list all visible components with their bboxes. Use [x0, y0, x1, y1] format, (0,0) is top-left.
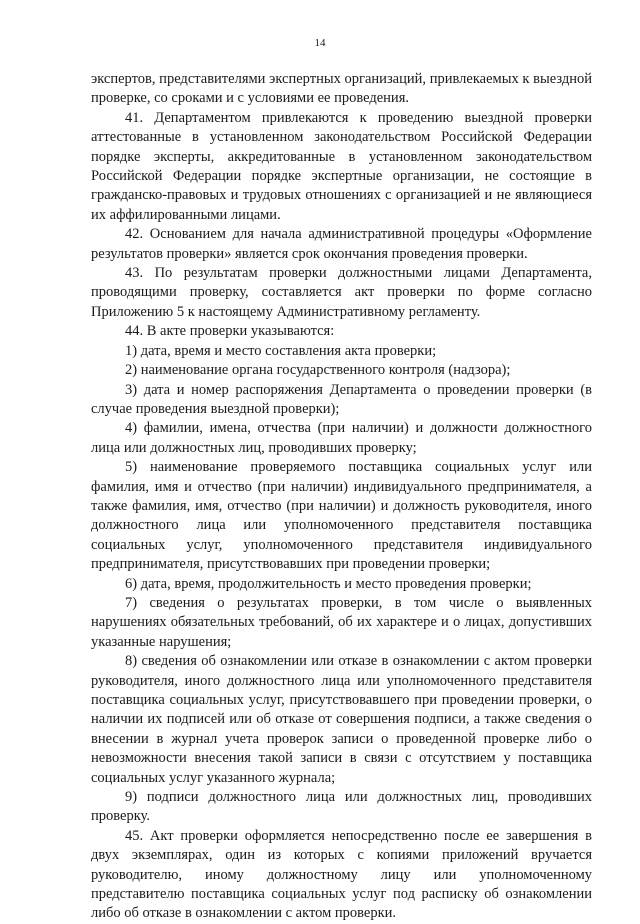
paragraph-continuation: экспертов, представителями экспертных организаций, привлекаемых к выездной проверке, со сроками и с условиями ее проведения.: [91, 71, 592, 107]
paragraph-43: 43. По результатам проверки должностными лицами Департамента, проводящими проверку, составляется акт проверки по форме согласно Приложению 5 к настоящему Административному регламенту.: [91, 265, 592, 320]
paragraph-41: 41. Департаментом привлекаются к проведению выездной проверки аттестованные в установленном законодательством Российской Федерации порядке эксперты, аккредитованные в установленном законодательством Российской Федерации порядке экспертные организации, не состоящие в гражданско-правовых и трудовых отношениях с организацией и не являющиеся их аффилированными лицами.: [91, 109, 592, 223]
list-item-6: 6) дата, время, продолжительность и место проведения проверки;: [125, 575, 532, 592]
paragraph-44: 44. В акте проверки указываются:: [125, 323, 335, 340]
list-item-2: 2) наименование органа государственного контроля (надзора);: [125, 362, 511, 379]
list-item-5: 5) наименование проверяемого поставщика социальных услуг или фамилия, имя и отчество (при наличии) индивидуального предпринимателя, а также фамилия, имя, отчество (при наличии) и должность руководителя, иного должностного лица или уполномоченного представителя поставщика социальных услуг, уполномоченного представителя индивидуального предпринимателя, присутствовавших при проведении проверки;: [91, 459, 592, 573]
list-item-9: 9) подписи должностного лица или должностных лиц, проводивших проверку.: [91, 789, 592, 825]
document-body: [91, 70, 592, 924]
list-item-8: 8) сведения об ознакомлении или отказе в ознакомлении с актом проверки руководителя, иного должностного лица или уполномоченного представителя поставщика социальных услуг, присутствовавшего при проведении проверки, о наличии их подписей или об отказе от совершения подписи, а также сведения о внесении в журнал учета проверок записи о проведенной проверке либо о невозможности внесения такой записи в связи с отсутствием у поставщика социальных услуг указанного журнала;: [91, 653, 592, 786]
page-number: 14: [314, 37, 326, 49]
paragraph-42: 42. Основанием для начала административной процедуры «Оформление результатов проверки» является срок окончания проведения проверки.: [91, 226, 592, 262]
list-item-3: 3) дата и номер распоряжения Департамента о проведении проверки (в случае проведения выездной проверки);: [91, 381, 592, 417]
list-item-7: 7) сведения о результатах проверки, в том числе о выявленных нарушениях обязательных требований, об их характере и о лицах, допустивших указанные нарушения;: [91, 594, 592, 650]
list-item-4: 4) фамилии, имена, отчества (при наличии) и должности должностного лица или должностных лиц, проводивших проверку;: [91, 420, 592, 456]
list-item-1: 1) дата, время и место составления акта проверки;: [125, 342, 437, 359]
paragraph-45: 45. Акт проверки оформляется непосредственно после ее завершения в двух экземплярах, один из которых с копиями приложений вручается руководителю, иному должностному лицу или уполномоченному представителю поставщика социальных услуг под расписку об ознакомлении либо об отказе в ознакомлении с актом проверки.: [91, 827, 592, 922]
